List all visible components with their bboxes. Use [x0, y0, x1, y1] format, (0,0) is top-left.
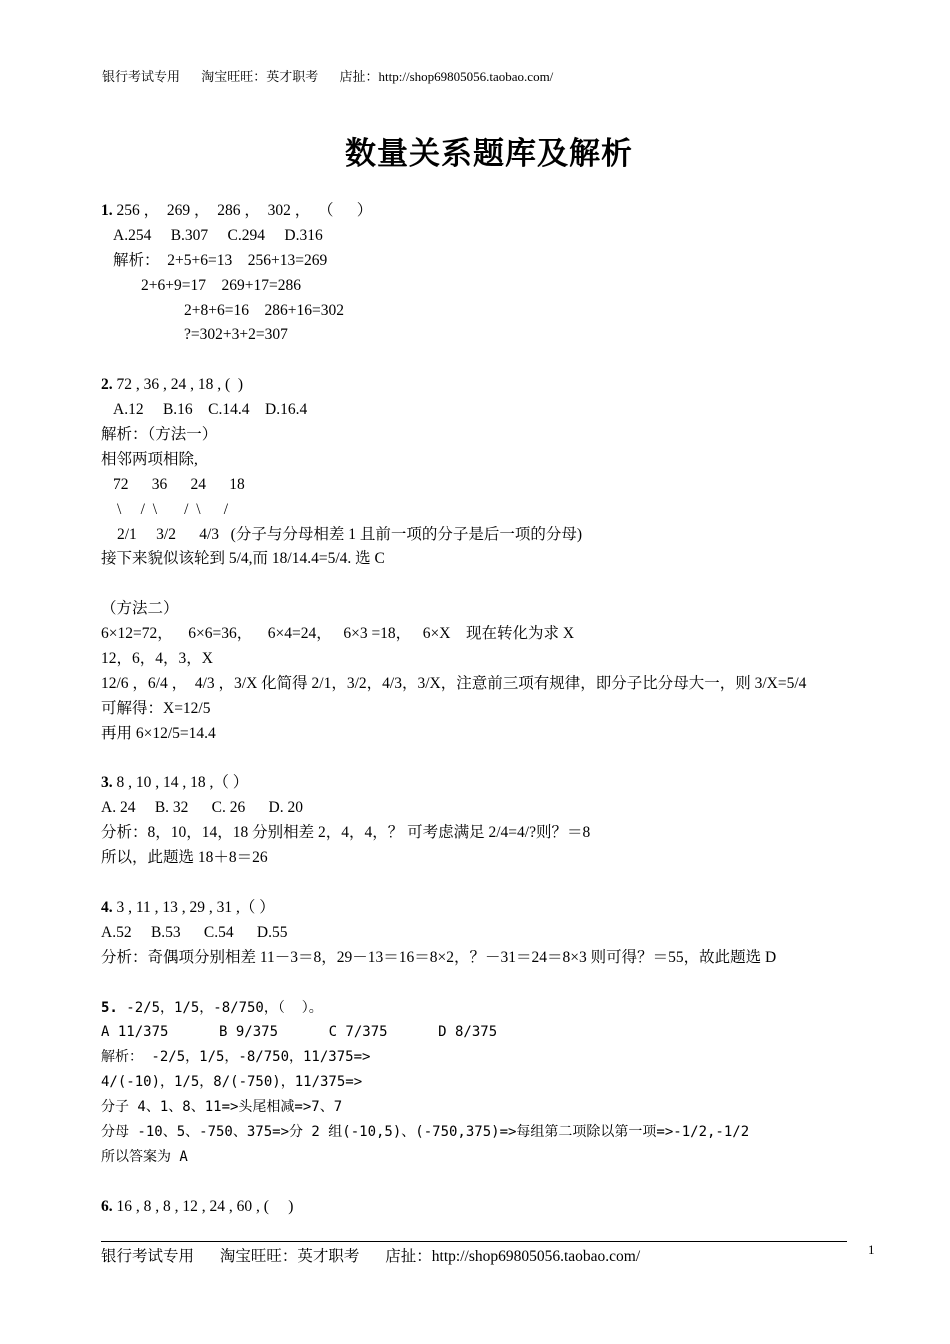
text-line [101, 473, 901, 498]
line-text: A.254 B.307 C.294 D.316 [113, 226, 323, 244]
page-header [102, 66, 571, 85]
line-text: 所以，此题选 18＋8＝26 [101, 849, 268, 867]
text-line [101, 821, 901, 846]
text-line [101, 323, 901, 348]
footer-label: 银行考试专用 [101, 1248, 195, 1265]
line-text: 分析：8，10，14，18 分别相差 2，4，4，？ 可考虑满足 2/4=4/?则？＝8 [101, 824, 591, 842]
line-text: ?=302+3+2=307 [184, 326, 288, 344]
text-line [101, 1020, 901, 1045]
line-text: 256 ， 269 ， 286 ， 302 ， （ ） [112, 202, 373, 219]
question-line [101, 373, 901, 398]
line-text: \ / \ / \ / [117, 500, 229, 518]
page-number: 1 [868, 1242, 875, 1257]
question-number: 6. [101, 1197, 113, 1215]
text-line [101, 647, 901, 672]
line-text: 解析： 2+5+6=13 256+13=269 [113, 251, 328, 269]
line-text: 可解得：X=12/5 [101, 699, 211, 717]
line-text: 4/(-10)，1/5，8/(-750)，11/375=> [101, 1074, 363, 1091]
footer-seller: 淘宝旺旺：英才职考 [219, 1248, 360, 1265]
text-line [101, 722, 901, 747]
line-text: 2+6+9=17 269+17=286 [141, 276, 301, 294]
line-text: 解析：（方法一） [101, 426, 218, 444]
text-line [101, 697, 901, 722]
text-line [101, 1120, 901, 1145]
line-text: 所以答案为 A [101, 1148, 188, 1165]
text-line [101, 1070, 901, 1095]
text-line [101, 921, 901, 946]
header-label: 银行考试专用 [102, 69, 181, 84]
line-text: 分子 4、1、8、11=>头尾相减=>7、7 [101, 1099, 343, 1116]
question-line [101, 1195, 901, 1220]
text-line [101, 971, 901, 996]
line-text: 解析： -2/5，1/5，-8/750，11/375=> [101, 1049, 371, 1066]
footer-divider [101, 1241, 847, 1242]
footer-shop-url: 店扯：http://shop69805056.taobao.com/ [385, 1248, 641, 1265]
text-line [101, 299, 901, 324]
line-text: 分析：奇偶项分别相差 11－3＝8，29－13＝16＝8×2，？－31＝24＝8×3 则可得？＝55，故此题选 D [101, 948, 777, 966]
text-line [101, 498, 901, 523]
text-line [101, 672, 901, 697]
text-line [101, 547, 901, 572]
line-text: A.12 B.16 C.14.4 D.16.4 [113, 401, 308, 419]
text-line [101, 1045, 901, 1070]
question-number: 1. [101, 202, 113, 219]
text-line [101, 597, 901, 622]
text-line [101, 448, 901, 473]
text-line [101, 572, 901, 597]
line-text: 72 36 24 18 [113, 475, 245, 493]
line-text: 8 , 10 , 14 , 18 ,（ ） [112, 774, 249, 792]
question-line [101, 896, 901, 921]
line-text: 3 , 11 , 13 , 29 , 31 ,（ ） [112, 898, 275, 916]
line-text: 16 , 8 , 8 , 12 , 24 , 60 , ( ) [112, 1197, 294, 1215]
text-line [101, 796, 901, 821]
line-text: 12/6 ，6/4 ， 4/3 ，3/X 化简得 2/1，3/2，4/3，3/X，注意前三项有规律，即分子比分母大一，则 3/X=5/4 [101, 674, 807, 692]
line-text: 2/1 3/2 4/3 (分子与分母相差 1 且前一项的分子是后一项的分母) [117, 525, 582, 543]
question-line [101, 771, 901, 796]
text-line [101, 846, 901, 871]
line-text: -2/5，1/5，-8/750，（ ）。 [117, 999, 323, 1016]
text-line [101, 423, 901, 448]
text-line [101, 622, 901, 647]
text-line [101, 747, 901, 772]
line-text: 再用 6×12/5=14.4 [101, 724, 216, 742]
question-number: 3. [101, 774, 113, 792]
question-line [101, 199, 901, 224]
line-text: （方法二） [101, 600, 179, 618]
question-line [101, 996, 901, 1021]
text-line [101, 523, 901, 548]
line-text: 接下来貌似该轮到 5/4,而 18/14.4=5/4. 选 C [101, 550, 385, 568]
text-line [101, 1095, 901, 1120]
line-text: 2+8+6=16 286+16=302 [184, 301, 344, 319]
text-line [101, 348, 901, 373]
text-line [101, 871, 901, 896]
document-body [101, 199, 901, 1220]
header-shop-url: 店扯：http://shop69805056.taobao.com/ [339, 69, 554, 84]
question-number: 5. [101, 999, 118, 1016]
page-footer [101, 1244, 662, 1266]
line-text: A. 24 B. 32 C. 26 D. 20 [101, 799, 303, 817]
text-line [101, 398, 901, 423]
text-line [101, 224, 901, 249]
line-text: A.52 B.53 C.54 D.55 [101, 923, 288, 941]
question-number: 2. [101, 376, 113, 394]
line-text: 6×12=72， 6×6=36， 6×4=24， 6×3 =18， 6×X 现在转化为求 X [101, 625, 575, 643]
text-line [101, 274, 901, 299]
header-seller: 淘宝旺旺：英才职考 [201, 69, 319, 84]
document-title: 数量关系题库及解析 [345, 136, 633, 172]
line-text: 相邻两项相除, [101, 450, 198, 468]
line-text: 72 , 36 , 24 , 18 , ( ) [112, 376, 244, 394]
question-number: 4. [101, 898, 113, 916]
text-line [101, 946, 901, 971]
line-text: 12，6，4，3，X [101, 650, 213, 668]
line-text: A 11/375 B 9/375 C 7/375 D 8/375 [101, 1024, 498, 1041]
line-text: 分母 -10、5、-750、375=>分 2 组(-10,5)、(-750,375)=>每组第二项除以第一项=>-1/2,-1/2 [101, 1123, 750, 1140]
text-line [101, 249, 901, 274]
text-line [101, 1145, 901, 1170]
text-line [101, 1170, 901, 1195]
